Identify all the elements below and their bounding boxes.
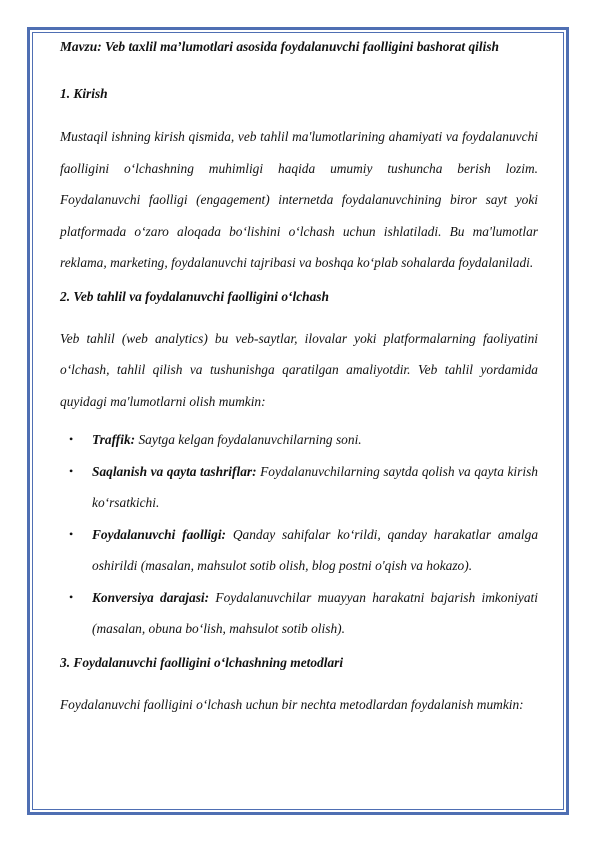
bullet-icon: • — [69, 463, 74, 478]
section-2-paragraph: Veb tahlil (web analytics) bu veb-saytlar, ilovalar yoki platformalarning faoliyatini o‘lchash, tahlil qilish va tushunishga qaratilgan amaliyotdir. Veb tahlil yordamida quyidagi ma'lumotlarni olish mumkin: — [60, 330, 538, 409]
list-item — [60, 519, 538, 582]
bullet-icon: • — [69, 589, 74, 604]
list-item-term: Saqlanish va qayta tashriflar: — [92, 463, 257, 479]
section-3-paragraph: Foydalanuvchi faolligini o‘lchash uchun bir nechta metodlardan foydalanish mumkin: — [60, 696, 524, 712]
section-1-heading: 1. Kirish — [60, 86, 108, 101]
metrics-list — [60, 424, 538, 645]
document-title: Mavzu: Veb taxlil ma’lumotlari asosida foydalanuvchi faolligini bashorat qilish — [60, 39, 499, 54]
list-item-text: Foydalanuvchilarning saytda qolish va qayta kirish ko‘rsatkichi. — [92, 463, 538, 510]
list-item — [60, 582, 538, 645]
section-3-heading: 3. Foydalanuvchi faolligini o‘lchashning metodlari — [60, 654, 344, 670]
list-item-term: Traffik: — [92, 432, 136, 447]
list-item-term: Foydalanuvchi faolligi: — [92, 526, 227, 542]
bullet-icon: • — [69, 432, 74, 446]
list-item — [60, 424, 538, 456]
bullet-icon: • — [69, 526, 74, 541]
list-item-term: Konversiya darajasi: — [92, 589, 210, 605]
section-1-paragraph: Mustaqil ishning kirish qismida, veb tahlil ma'lumotlarining ahamiyati va foydalanuvchi faolligini o‘lchashning muhimligi haqida umumiy tushuncha berish lozim. Foydalanuvchi faolligi (engagement) internetda foydalanuvchining biror sayt yoki platformada o‘zaro aloqada bo‘lishini o‘lchash uchun ishlatiladi. Bu ma'lumotlar reklama, marketing, foydalanuvchi tajribasi va boshqa ko‘plab sohalarda foydalaniladi. — [60, 129, 538, 270]
document-body — [60, 36, 538, 720]
list-item-text: Saytga kelgan foydalanuvchilarning soni. — [135, 432, 362, 447]
section-2-heading: 2. Veb tahlil va foydalanuvchi faolligini o‘lchash — [60, 288, 329, 304]
list-item-text: Foydalanuvchilar muayyan harakatni bajarish imkoniyati (masalan, obuna bo‘lish, mahsulot sotib olish). — [92, 589, 538, 636]
list-item — [60, 456, 538, 519]
list-item-text: Qanday sahifalar ko‘rildi, qanday harakatlar amalga oshirildi (masalan, mahsulot sotib olish, blog postni o'qish va hokazo). — [92, 526, 539, 573]
